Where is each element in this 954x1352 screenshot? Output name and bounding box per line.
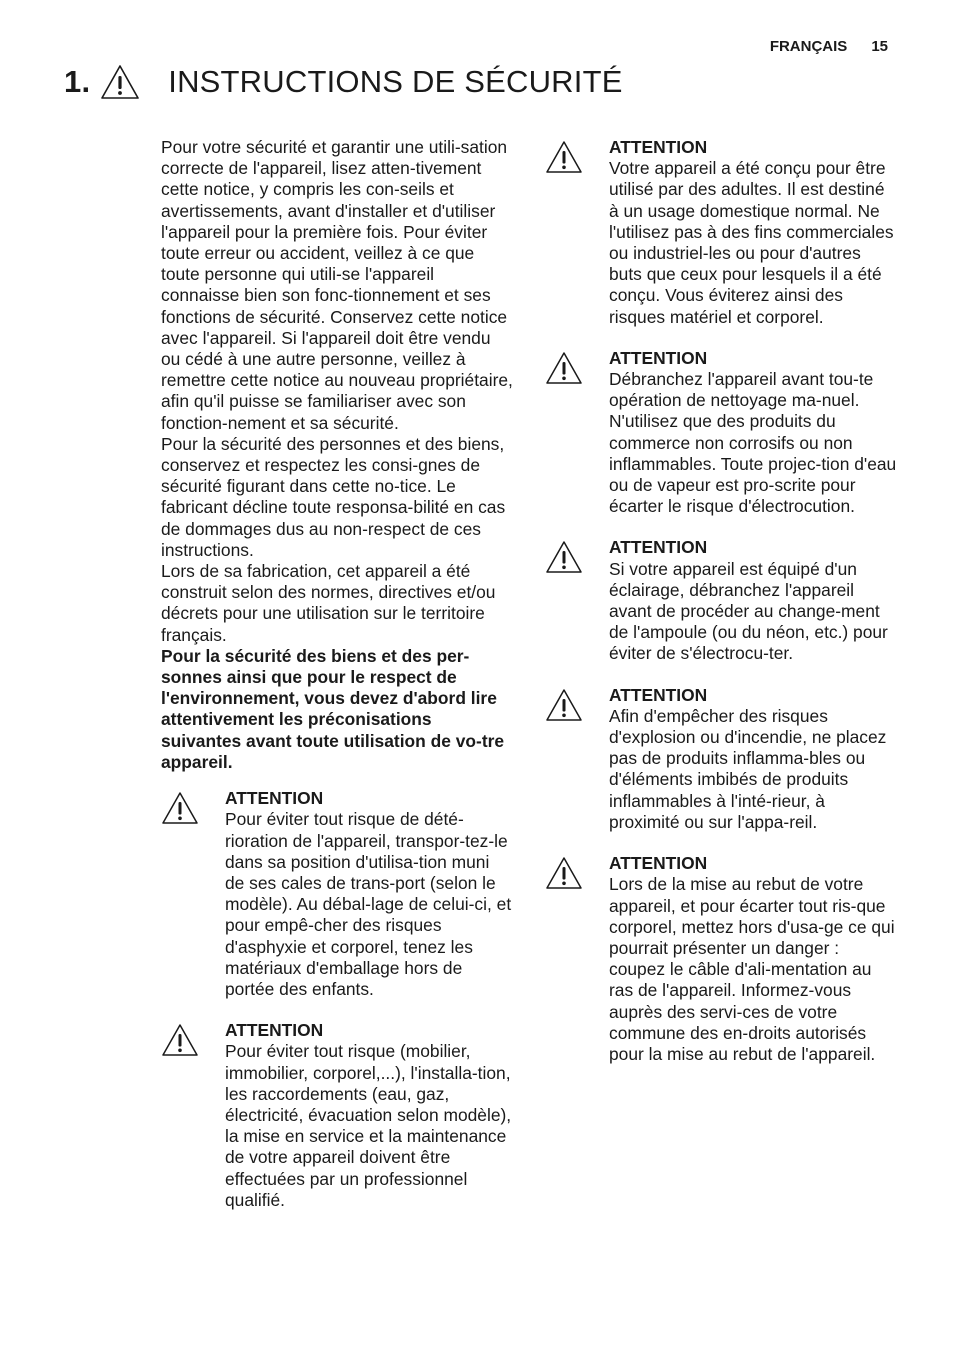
warning-text: Si votre appareil est équipé d'un éclairage, débranchez l'appareil avant de procéder au change-ment de l'ampoule (ou du néon, etc.) pour éviter de s'électrocu-ter. <box>609 558 888 664</box>
warning-title: ATTENTION <box>609 137 708 157</box>
warning-block <box>161 1020 513 1211</box>
warning-title: ATTENTION <box>225 788 324 809</box>
warning-title: ATTENTION <box>609 684 708 705</box>
warning-block <box>545 853 897 1065</box>
intro-text <box>161 137 513 773</box>
warning-triangle-icon <box>545 537 609 574</box>
warning-text: Votre appareil a été conçu pour être utilisé par des adultes. Il est destiné à un usage domestique normal. Ne l'utilisez pas à des fins commerciales ou industriel-les ou pour d'autres buts que ceux pour lesquels il a été conçu. Vous éviterez ainsi des risques matériel et corporel. <box>609 158 894 327</box>
warning-block <box>545 537 897 664</box>
section-title <box>64 64 623 100</box>
warning-title: ATTENTION <box>609 347 708 368</box>
section-title-text: INSTRUCTIONS DE SÉCURITÉ <box>168 64 623 99</box>
warning-text: Pour éviter tout risque de dété-rioration de l'appareil, transpor-tez-le dans sa position d'utilisa-tion muni de ses cales de trans-port (selon le modèle). Au débal-lage de celui-ci, et pour empê-cher des risques d'asphyxie et corporel, tenez les matériaux d'emballage hors de portée des enfants. <box>225 809 512 999</box>
language-label: FRANÇAIS <box>769 38 848 55</box>
warning-text: Lors de la mise au rebut de votre appareil, et pour écarter tout ris-que corporel, mettez hors d'usa-ge ce qui pourrait présenter un danger : coupez le câble d'ali-mentation au ras de l'appareil. Informez-vous auprès des servi-ces de votre commune des en-droits autorisés pour la mise au rebut de l'appareil. <box>609 874 895 1064</box>
intro-paragraph-1: Pour votre sécurité et garantir une utili-sation correcte de l'appareil, lisez atten-tivement cette notice, y compris les con-seils et avertissements, avant d'installer et d'utiliser l'appareil pour la première fois. Pour éviter toute erreur ou accident, veillez à ce que toute personne qui utili-se l'appareil connaisse bien son fonc-tionnement et ses fonctions de sécurité. Conservez cette notice avec l'appareil. Si l'appareil doit être vendu ou cédé à une autre personne, veillez à remettre cette notice au nouveau propriétaire, afin qu'il puisse se familiariser avec son fonction-nement et sa sécurité. <box>161 137 513 433</box>
warning-text: Afin d'empêcher des risques d'explosion ou d'incendie, ne placez pas de produits inflamma-bles ou d'éléments imbibés de produits inflammables à l'inté-rieur, à proximité ou sur l'appa-reil. <box>609 705 887 832</box>
warning-title: ATTENTION <box>609 853 708 874</box>
warning-block <box>545 348 897 518</box>
page-number: 15 <box>871 38 888 55</box>
right-column <box>545 137 897 1065</box>
warning-triangle-icon <box>545 137 609 174</box>
warning-block <box>545 685 897 833</box>
intro-paragraph-2: Pour la sécurité des personnes et des biens, conservez et respectez les consi-gnes de sécurité figurant dans cette no-tice. Le fabricant décline toute responsa-bilité en cas de dommages dus au non-respect de ces instructions. <box>161 433 506 560</box>
warning-triangle-icon <box>161 788 225 825</box>
warning-triangle-icon <box>161 1020 225 1057</box>
section-number: 1. <box>64 64 91 99</box>
intro-paragraph-bold: Pour la sécurité des biens et des per-sonnes ainsi que pour le respect de l'environnement, vous devez d'abord lire attentivement les préconisations suivantes avant toute utilisation de vo-tre appareil. <box>161 645 505 772</box>
warning-text: Débranchez l'appareil avant tou-te opération de nettoyage ma-nuel. N'utilisez que des produits du commerce non corrosifs ou non inflammables. Toute projec-tion d'eau ou de vapeur est pro-scrite pour écarter le risque d'électrocution. <box>609 369 897 517</box>
warning-triangle-icon <box>100 64 140 100</box>
intro-paragraph-3: Lors de sa fabrication, cet appareil a été construit selon des normes, directives et/ou décrets pour une utilisation sur le territoire français. <box>161 561 496 645</box>
warning-triangle-icon <box>545 853 609 890</box>
warning-block <box>161 788 513 1000</box>
page-header <box>770 38 888 55</box>
warning-text: Pour éviter tout risque (mobilier, immobilier, corporel,...), l'installa-tion, les raccordements (eau, gaz, électricité, évacuation selon modèle), la mise en service et la maintenance de votre appareil doivent être effectuées par un professionnel qualifié. <box>225 1041 512 1210</box>
warning-title: ATTENTION <box>225 1020 324 1041</box>
warning-block <box>545 137 897 328</box>
warning-title: ATTENTION <box>609 537 708 558</box>
warning-triangle-icon <box>545 685 609 722</box>
warning-triangle-icon <box>545 348 609 385</box>
left-column <box>161 137 513 1211</box>
